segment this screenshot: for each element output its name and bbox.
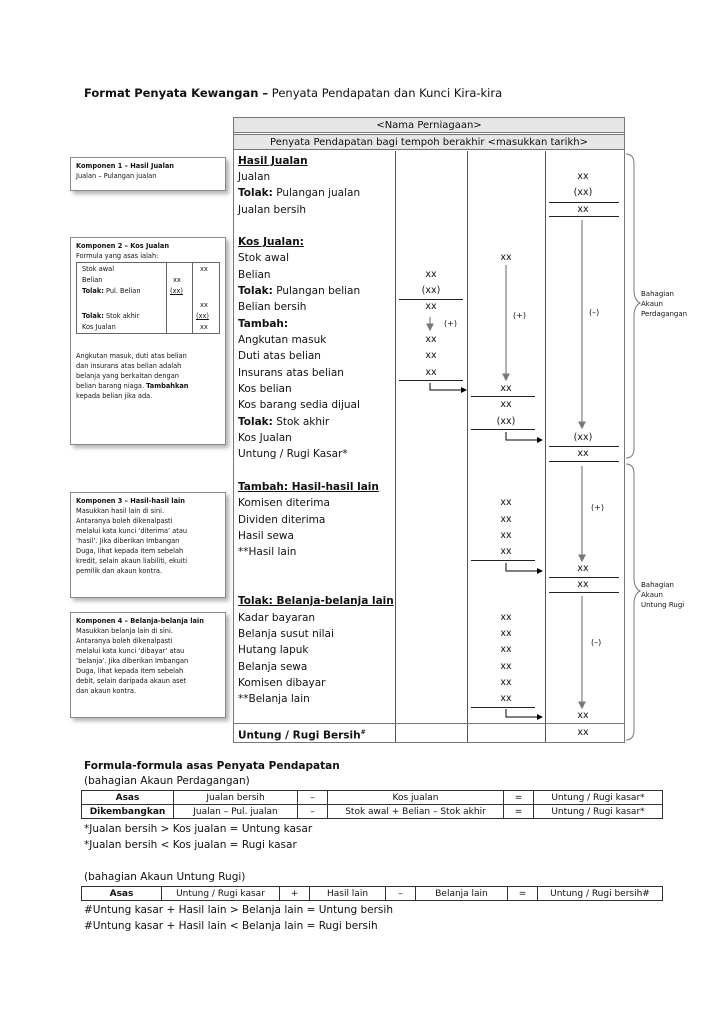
arrow-kos-belian (430, 383, 466, 390)
page-title: Format Penyata Kewangan – Penyata Pendapatan dan Kunci Kira-kira (84, 86, 503, 100)
business-name-header: <Nama Perniagaan> (233, 117, 625, 133)
side-label-untung-rugi: Bahagian Akaun Untung Rugi (641, 581, 685, 609)
formula-title: Formula-formula asas Penyata Pendapatan (84, 760, 340, 772)
row-hasil-jualan: Hasil Jualan (238, 155, 308, 167)
brace-perdagangan (626, 154, 640, 458)
row-hasil-lain-heading: Tambah: Hasil-hasil lain (238, 481, 379, 493)
component-3-box: Komponen 3 – Hasil-hasil lain Masukkan hasil lain di sini. Antaranya boleh dikenalpasti melalui kata kunci ‘diterima’ atau ‘hasil’. Jika diberikan Imbangan Duga, lihat kepada item sebelah kredit, selain akaun liabiliti, ekuiti pemilik dan akaun kontra. (70, 492, 226, 598)
component-4-box: Komponen 4 – Belanja-belanja lain Masukkan belanja lain di sini. Antaranya boleh dikenalpasti melalui kata kunci ‘dibayar’ atau ‘belanja’. Jika diberikan Imbangan Duga, lihat kepada item sebelah debit, selain daripada akaun aset dan akaun kontra. (70, 612, 226, 718)
brace-untung-rugi (626, 464, 640, 740)
arrow-kos-jualan (506, 432, 542, 440)
row-kos-jualan: Kos Jualan: (238, 236, 304, 248)
component-2-box: Komponen 2 – Kos Jualan Formula yang asas ialah: Stok awal xx Belian xx Tolak: Pul. Belian (xx) xx Tolak: Stok akhir (xx) Kos Jualan xx Angkutan masuk, duti atas belian dan insurans atas belian adalah belanja yang berkaitan dengan belian barang niaga. Tambahkan kepada belian jika ada. (70, 237, 226, 445)
formula-table-perdagangan: Asas Jualan bersih – Kos jualan = Untung / Rugi kasar* Dikembangkan Jualan – Pul. jualan – Stok awal + Belian – Stok akhir = Untung / Rugi kasar* (81, 790, 663, 819)
arrow-belanja-lain (506, 709, 542, 717)
component-1-box: Komponen 1 – Hasil Jualan Jualan – Pulangan jualan (70, 157, 226, 191)
side-label-perdagangan: Bahagian Akaun Perdagangan (641, 290, 688, 318)
arrow-hasil-lain (506, 563, 542, 571)
period-header: Penyata Pendapatan bagi tempoh berakhir <masukkan tarikh> (233, 134, 625, 150)
row-untung-bersih: Untung / Rugi Bersih# (238, 729, 366, 742)
row-belanja-heading: Tolak: Belanja-belanja lain (238, 595, 394, 607)
cost-formula-mini-table: Stok awal xx Belian xx Tolak: Pul. Belian (xx) xx Tolak: Stok akhir (xx) Kos Jualan xx (76, 261, 220, 337)
formula-table-untung-rugi: Asas Untung / Rugi kasar + Hasil lain – Belanja lain = Untung / Rugi bersih# (81, 886, 663, 901)
